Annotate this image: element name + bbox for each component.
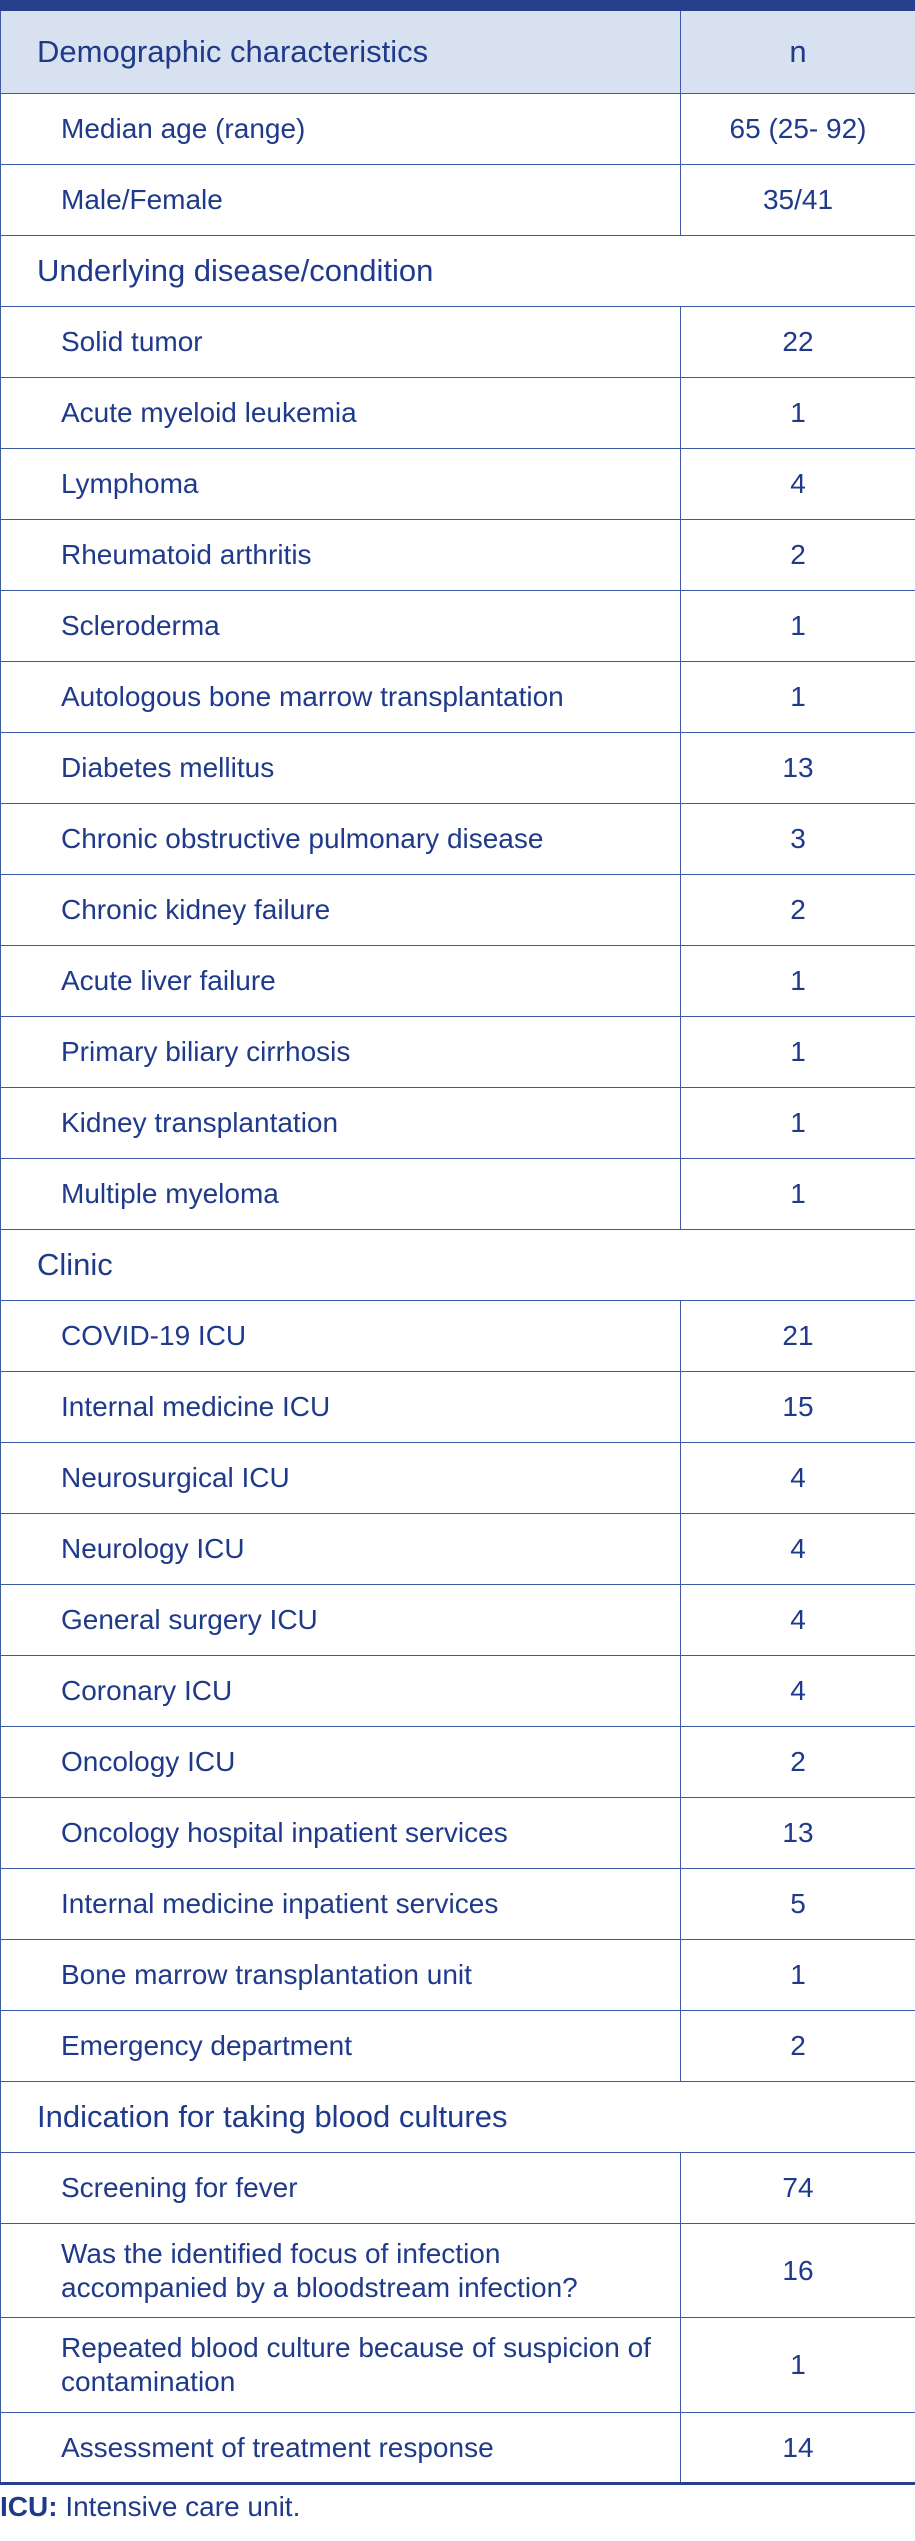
table-row [1, 2011, 915, 2082]
table-row [1, 1798, 915, 1869]
row-value: 4 [681, 449, 915, 520]
table-header-row [1, 6, 915, 94]
table-row [1, 1585, 915, 1656]
row-label: Chronic obstructive pulmonary disease [1, 804, 681, 875]
row-label: Bone marrow transplantation unit [1, 1940, 681, 2011]
row-value: 22 [681, 307, 915, 378]
row-value: 2 [681, 875, 915, 946]
row-value: 1 [681, 2318, 915, 2413]
row-value: 14 [681, 2413, 915, 2484]
section-title: Underlying disease/condition [1, 236, 915, 307]
footnote-abbreviation: ICU: [0, 2491, 58, 2522]
table-row [1, 804, 915, 875]
row-label: Emergency department [1, 2011, 681, 2082]
row-label: Median age (range) [1, 94, 681, 165]
table-row [1, 2224, 915, 2318]
row-label: Multiple myeloma [1, 1159, 681, 1230]
header-value: n [681, 6, 915, 94]
row-value: 4 [681, 1585, 915, 1656]
row-label: Oncology hospital inpatient services [1, 1798, 681, 1869]
table-row [1, 733, 915, 804]
row-value: 5 [681, 1869, 915, 1940]
row-value: 3 [681, 804, 915, 875]
table-row [1, 1514, 915, 1585]
row-label: Neurology ICU [1, 1514, 681, 1585]
table-row [1, 875, 915, 946]
row-value: 1 [681, 591, 915, 662]
row-value: 4 [681, 1443, 915, 1514]
row-label: Acute myeloid leukemia [1, 378, 681, 449]
section-header-clinic [1, 1230, 915, 1301]
row-label: Autologous bone marrow transplantation [1, 662, 681, 733]
table-row [1, 1159, 915, 1230]
row-label: Male/Female [1, 165, 681, 236]
row-label: Neurosurgical ICU [1, 1443, 681, 1514]
table-row [1, 1301, 915, 1372]
row-value: 13 [681, 733, 915, 804]
section-title: Clinic [1, 1230, 915, 1301]
row-value: 1 [681, 1159, 915, 1230]
table-row [1, 1017, 915, 1088]
row-label: Coronary ICU [1, 1656, 681, 1727]
row-value: 74 [681, 2153, 915, 2224]
row-label: Chronic kidney failure [1, 875, 681, 946]
table-row [1, 1443, 915, 1514]
table-row [1, 165, 915, 236]
footnote [0, 2490, 300, 2524]
table-row [1, 520, 915, 591]
row-value: 13 [681, 1798, 915, 1869]
row-value: 1 [681, 662, 915, 733]
row-label: Oncology ICU [1, 1727, 681, 1798]
table-row [1, 2153, 915, 2224]
table-row [1, 591, 915, 662]
row-value: 2 [681, 1727, 915, 1798]
table-row [1, 449, 915, 520]
row-value: 1 [681, 1017, 915, 1088]
table-row [1, 2413, 915, 2484]
row-label: Kidney transplantation [1, 1088, 681, 1159]
row-value: 15 [681, 1372, 915, 1443]
table-row [1, 378, 915, 449]
row-label: Lymphoma [1, 449, 681, 520]
row-value: 1 [681, 378, 915, 449]
row-label: Was the identified focus of infection accompanied by a bloodstream infection? [1, 2224, 681, 2318]
row-label: Rheumatoid arthritis [1, 520, 681, 591]
row-value: 4 [681, 1656, 915, 1727]
row-label: Internal medicine inpatient services [1, 1869, 681, 1940]
table-row [1, 1088, 915, 1159]
row-label: Solid tumor [1, 307, 681, 378]
footnote-text: Intensive care unit. [57, 2491, 301, 2522]
row-value: 1 [681, 1088, 915, 1159]
row-value: 1 [681, 946, 915, 1017]
row-label: Scleroderma [1, 591, 681, 662]
table-row [1, 662, 915, 733]
row-label: Assessment of treatment response [1, 2413, 681, 2484]
row-label: Repeated blood culture because of suspicion of contamination [1, 2318, 681, 2413]
row-label: Internal medicine ICU [1, 1372, 681, 1443]
row-label: Screening for fever [1, 2153, 681, 2224]
row-value: 65 (25- 92) [681, 94, 915, 165]
header-label: Demographic characteristics [1, 6, 681, 94]
table-row [1, 1727, 915, 1798]
row-label: COVID-19 ICU [1, 1301, 681, 1372]
table-row [1, 94, 915, 165]
row-label: Diabetes mellitus [1, 733, 681, 804]
table-row [1, 1372, 915, 1443]
row-value: 4 [681, 1514, 915, 1585]
table-row [1, 1869, 915, 1940]
row-value: 16 [681, 2224, 915, 2318]
table-row [1, 946, 915, 1017]
row-value: 21 [681, 1301, 915, 1372]
row-value: 2 [681, 2011, 915, 2082]
table-row [1, 1656, 915, 1727]
row-label: Primary biliary cirrhosis [1, 1017, 681, 1088]
table-row [1, 2318, 915, 2413]
section-header-underlying [1, 236, 915, 307]
row-value: 35/41 [681, 165, 915, 236]
table-row [1, 307, 915, 378]
section-header-indication [1, 2082, 915, 2153]
row-label: General surgery ICU [1, 1585, 681, 1656]
section-title: Indication for taking blood cultures [1, 2082, 915, 2153]
row-label: Acute liver failure [1, 946, 681, 1017]
row-value: 2 [681, 520, 915, 591]
row-value: 1 [681, 1940, 915, 2011]
table-row [1, 1940, 915, 2011]
